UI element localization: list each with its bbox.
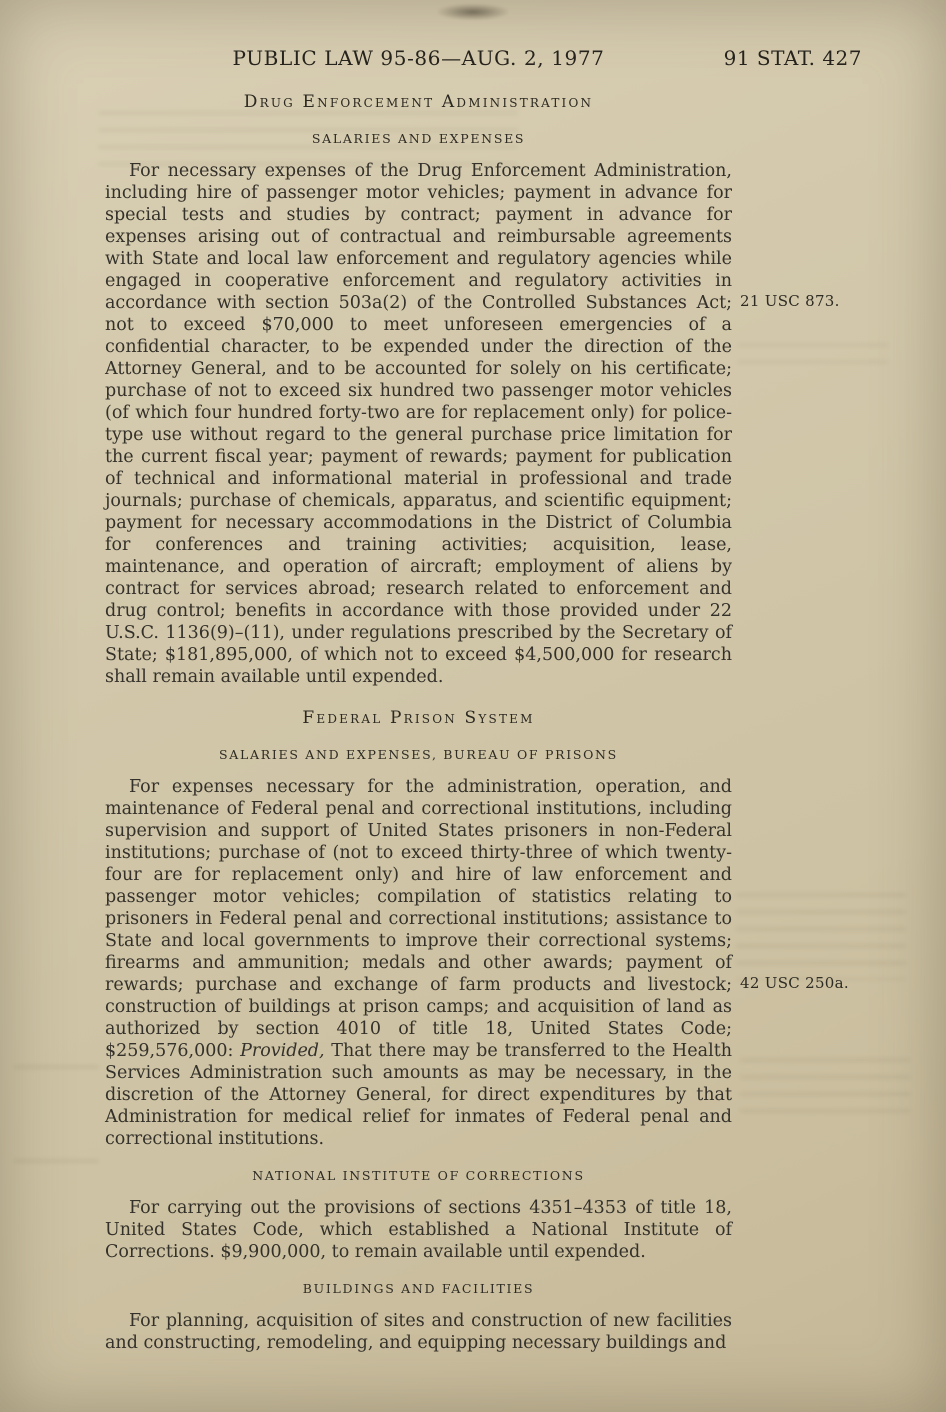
bleedthrough-artifact	[14, 1052, 99, 1082]
subheading-salaries-and-expenses: SALARIES AND EXPENSES	[311, 131, 526, 146]
paragraph-prisons-appropriation: For expenses necessary for the administration, operation, and maintenance of Federal penal and correctional institutions, including supervision and support of United States prisoners in non-Federal institutions; purchase of (not to exceed thirty-three of which twenty-four are for replacement only) and hire of law enforcement and passenger motor vehicles; compilation of statistics relating to prisoners in Federal penal and correctional institutions; assistance to State and local governments to improve their correctional systems; firearms and ammunition; medals and other awards; payment of rewards; purchase and exchange of farm products and livestock; construction of buildings at prison camps; and acquisition of land as authorized by section 4010 of title 18, United States Code; $259,576,000: Provided, That there may be transferred to the Health Services Administration such amounts as may be necessary, in the discretion of the Attorney General, for direct expenditures by that Administration for medical relief for inmates of Federal penal and correctional institutions.	[105, 777, 732, 1149]
bleedthrough-artifact	[14, 1146, 99, 1166]
bleedthrough-artifact	[740, 1045, 910, 1125]
margin-note-21-usc-873: 21 USC 873.	[740, 292, 840, 310]
subheading-national-institute-of-corrections: NATIONAL INSTITUTE OF CORRECTIONS	[252, 1168, 585, 1183]
paragraph-buildings-appropriation: For planning, acquisition of sites and construction of new facilities and constructing, remodeling, and equipping necessary buildings and	[105, 1311, 732, 1353]
subheading-buildings-and-facilities: BUILDINGS AND FACILITIES	[302, 1281, 535, 1296]
public-law-title: PUBLIC LAW 95-86—AUG. 2, 1977	[232, 46, 605, 70]
paragraph-nic-appropriation: For carrying out the provisions of sections 4351–4353 of title 18, United States Code, which established a National Institute of Corrections. $9,900,000, to remain available until expended.	[105, 1198, 732, 1262]
statute-page-number: 91 STAT. 427	[723, 46, 862, 70]
scan-smudge	[438, 4, 508, 20]
subheading-salaries-and-expenses-bureau-of-prisons: SALARIES AND EXPENSES, BUREAU OF PRISONS	[219, 747, 618, 762]
section-heading-federal-prison-system: Federal Prison System	[302, 708, 535, 728]
margin-note-42-usc-250a: 42 USC 250a.	[740, 974, 849, 992]
paragraph-dea-appropriation: For necessary expenses of the Drug Enforcement Administration, including hire of passenger motor vehicles; payment in advance for special tests and studies by contract; payment in advance for expenses arising out of contractual and reimbursable agreements with State and local law enforcement and regulatory agencies while engaged in cooperative enforcement and regulatory activities in accordance with section 503a(2) of the Controlled Substances Act; not to exceed $70,000 to meet unforeseen emergencies of a confidential character, to be expended under the direction of the Attorney General, and to be accounted for solely on his certificate; purchase of not to exceed six hundred two passenger motor vehicles (of which four hundred forty-two are for replacement only) for police-type use without regard to the general purchase price limitation for the current fiscal year; payment of rewards; payment for publication of technical and informational material in professional and trade journals; purchase of chemicals, apparatus, and scientific equipment; payment for necessary accommodations in the District of Columbia for conferences and training activities; acquisition, lease, maintenance, and operation of aircraft; employment of aliens by contract for services abroad; research related to enforcement and drug control; benefits in accordance with those provided under 22 U.S.C. 1136(9)–(11), under regulations prescribed by the Secretary of State; $181,895,000, of which not to exceed $4,500,000 for research shall remain available until expended.	[105, 161, 732, 687]
bleedthrough-artifact	[736, 880, 906, 980]
section-heading-drug-enforcement-administration: Drug Enforcement Administration	[243, 92, 594, 112]
text-column	[105, 92, 732, 1354]
bleedthrough-artifact	[738, 330, 888, 370]
running-head	[105, 46, 862, 72]
